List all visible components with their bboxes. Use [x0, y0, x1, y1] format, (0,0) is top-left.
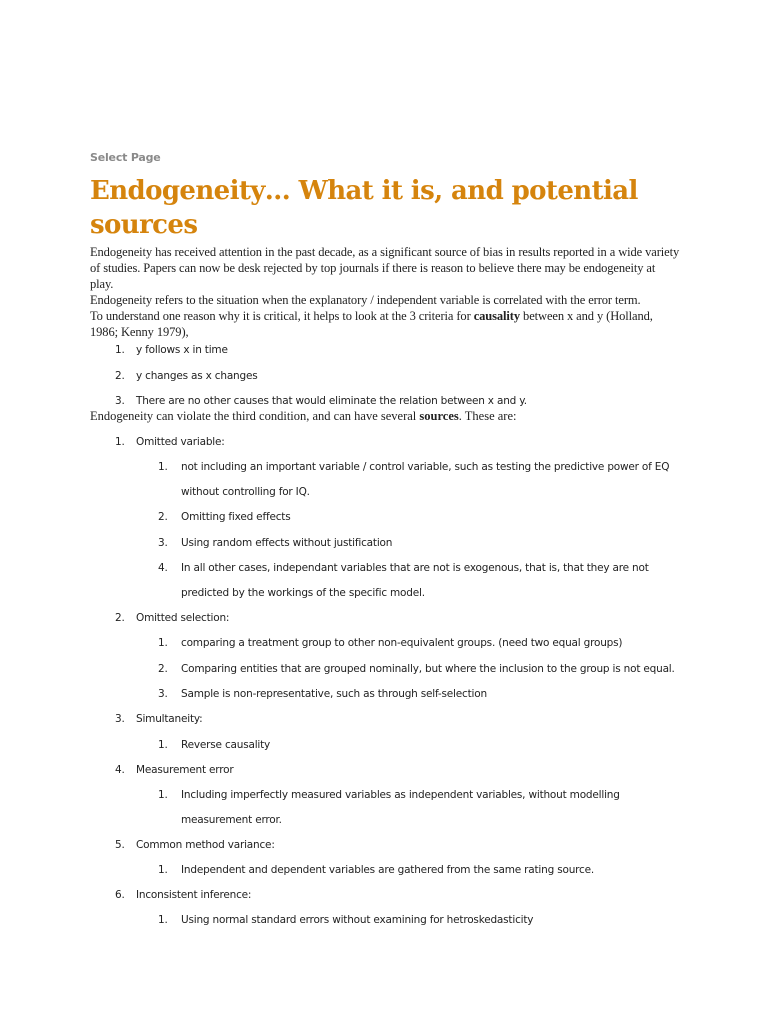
sources-term: sources	[419, 409, 459, 423]
source-title: Inconsistent inference:	[136, 889, 252, 901]
source-title: Omitted variable:	[136, 436, 225, 448]
source-title: Common method variance:	[136, 839, 275, 851]
sub-text: Independent and dependent variables are gathered from the same rating source.	[181, 864, 595, 876]
sub-number: 1.	[158, 739, 168, 751]
sub-number: 2.	[158, 663, 168, 675]
causality-term: causality	[473, 309, 521, 323]
sub-text: Including imperfectly measured variables as independent variables, without modelling	[181, 789, 620, 801]
list-number: 4.	[115, 764, 125, 776]
intro-paragraph-2: Endogeneity refers to the situation when the explanatory / independent variable is correlated with the error term.	[90, 293, 641, 307]
sub-number: 4.	[158, 562, 168, 574]
list-number: 1.	[115, 436, 125, 448]
list-number: 3.	[115, 395, 125, 407]
list-number: 2.	[115, 370, 125, 382]
source-title: Measurement error	[136, 764, 234, 776]
list-number: 2.	[115, 612, 125, 624]
sub-text: not including an important variable / control variable, such as testing the predictive power of EQ	[181, 461, 670, 473]
sub-text: Using random effects without justification	[181, 537, 393, 549]
sub-text: In all other cases, independant variables that are not is exogenous, that is, that they are not	[181, 562, 649, 574]
sub-number: 2.	[158, 511, 168, 523]
sub-number: 1.	[158, 461, 168, 473]
intro-text: To understand one reason why it is critical, it helps to look at the 3 criteria for	[90, 309, 474, 323]
list-number: 6.	[115, 889, 125, 901]
intro-paragraph-1: Endogeneity has received attention in the past decade, as a significant source of bias in results reported in a wide variety of studies. Papers can now be desk rejected by top journals if there is reason to believe there may be endogeneity at play.	[90, 245, 680, 291]
sub-number: 3.	[158, 688, 168, 700]
sub-text: predicted by the workings of the specific model.	[181, 587, 425, 599]
sub-text: Comparing entities that are grouped nominally, but where the inclusion to the group is not equal.	[181, 663, 675, 675]
sub-number: 1.	[158, 864, 168, 876]
sub-text: Sample is non-representative, such as through self-selection	[181, 688, 487, 700]
sub-text: comparing a treatment group to other non-equivalent groups. (need two equal groups)	[181, 637, 623, 649]
article-intro	[90, 244, 680, 340]
sub-text: Reverse causality	[181, 739, 271, 751]
list-text: y follows x in time	[136, 344, 228, 356]
source-title: Omitted selection:	[136, 612, 230, 624]
sub-text: Omitting fixed effects	[181, 511, 291, 523]
intro-text: between x and y (Holland, 1986; Kenny 1979),	[90, 309, 653, 339]
sub-text: without controlling for IQ.	[181, 486, 310, 498]
list-number: 3.	[115, 713, 125, 725]
sub-text: Using normal standard errors without examining for hetroskedasticity	[181, 914, 534, 926]
list-number: 1.	[115, 344, 125, 356]
list-text: There are no other causes that would eliminate the relation between x and y.	[136, 395, 527, 407]
sub-number: 1.	[158, 914, 168, 926]
intro-paragraph-3	[90, 308, 680, 340]
select-page-menu[interactable]: Select Page	[90, 151, 161, 164]
sub-number: 1.	[158, 789, 168, 801]
sub-text: measurement error.	[181, 814, 282, 826]
list-number: 5.	[115, 839, 125, 851]
source-title: Simultaneity:	[136, 713, 203, 725]
list-text: y changes as x changes	[136, 370, 258, 382]
sources-text: Endogeneity can violate the third condition, and can have several	[90, 409, 420, 423]
sub-number: 3.	[158, 537, 168, 549]
article-title: Endogeneity… What it is, and potential sources	[90, 176, 638, 240]
sources-intro	[90, 409, 517, 424]
sub-number: 1.	[158, 637, 168, 649]
sources-text: . These are:	[458, 409, 517, 423]
